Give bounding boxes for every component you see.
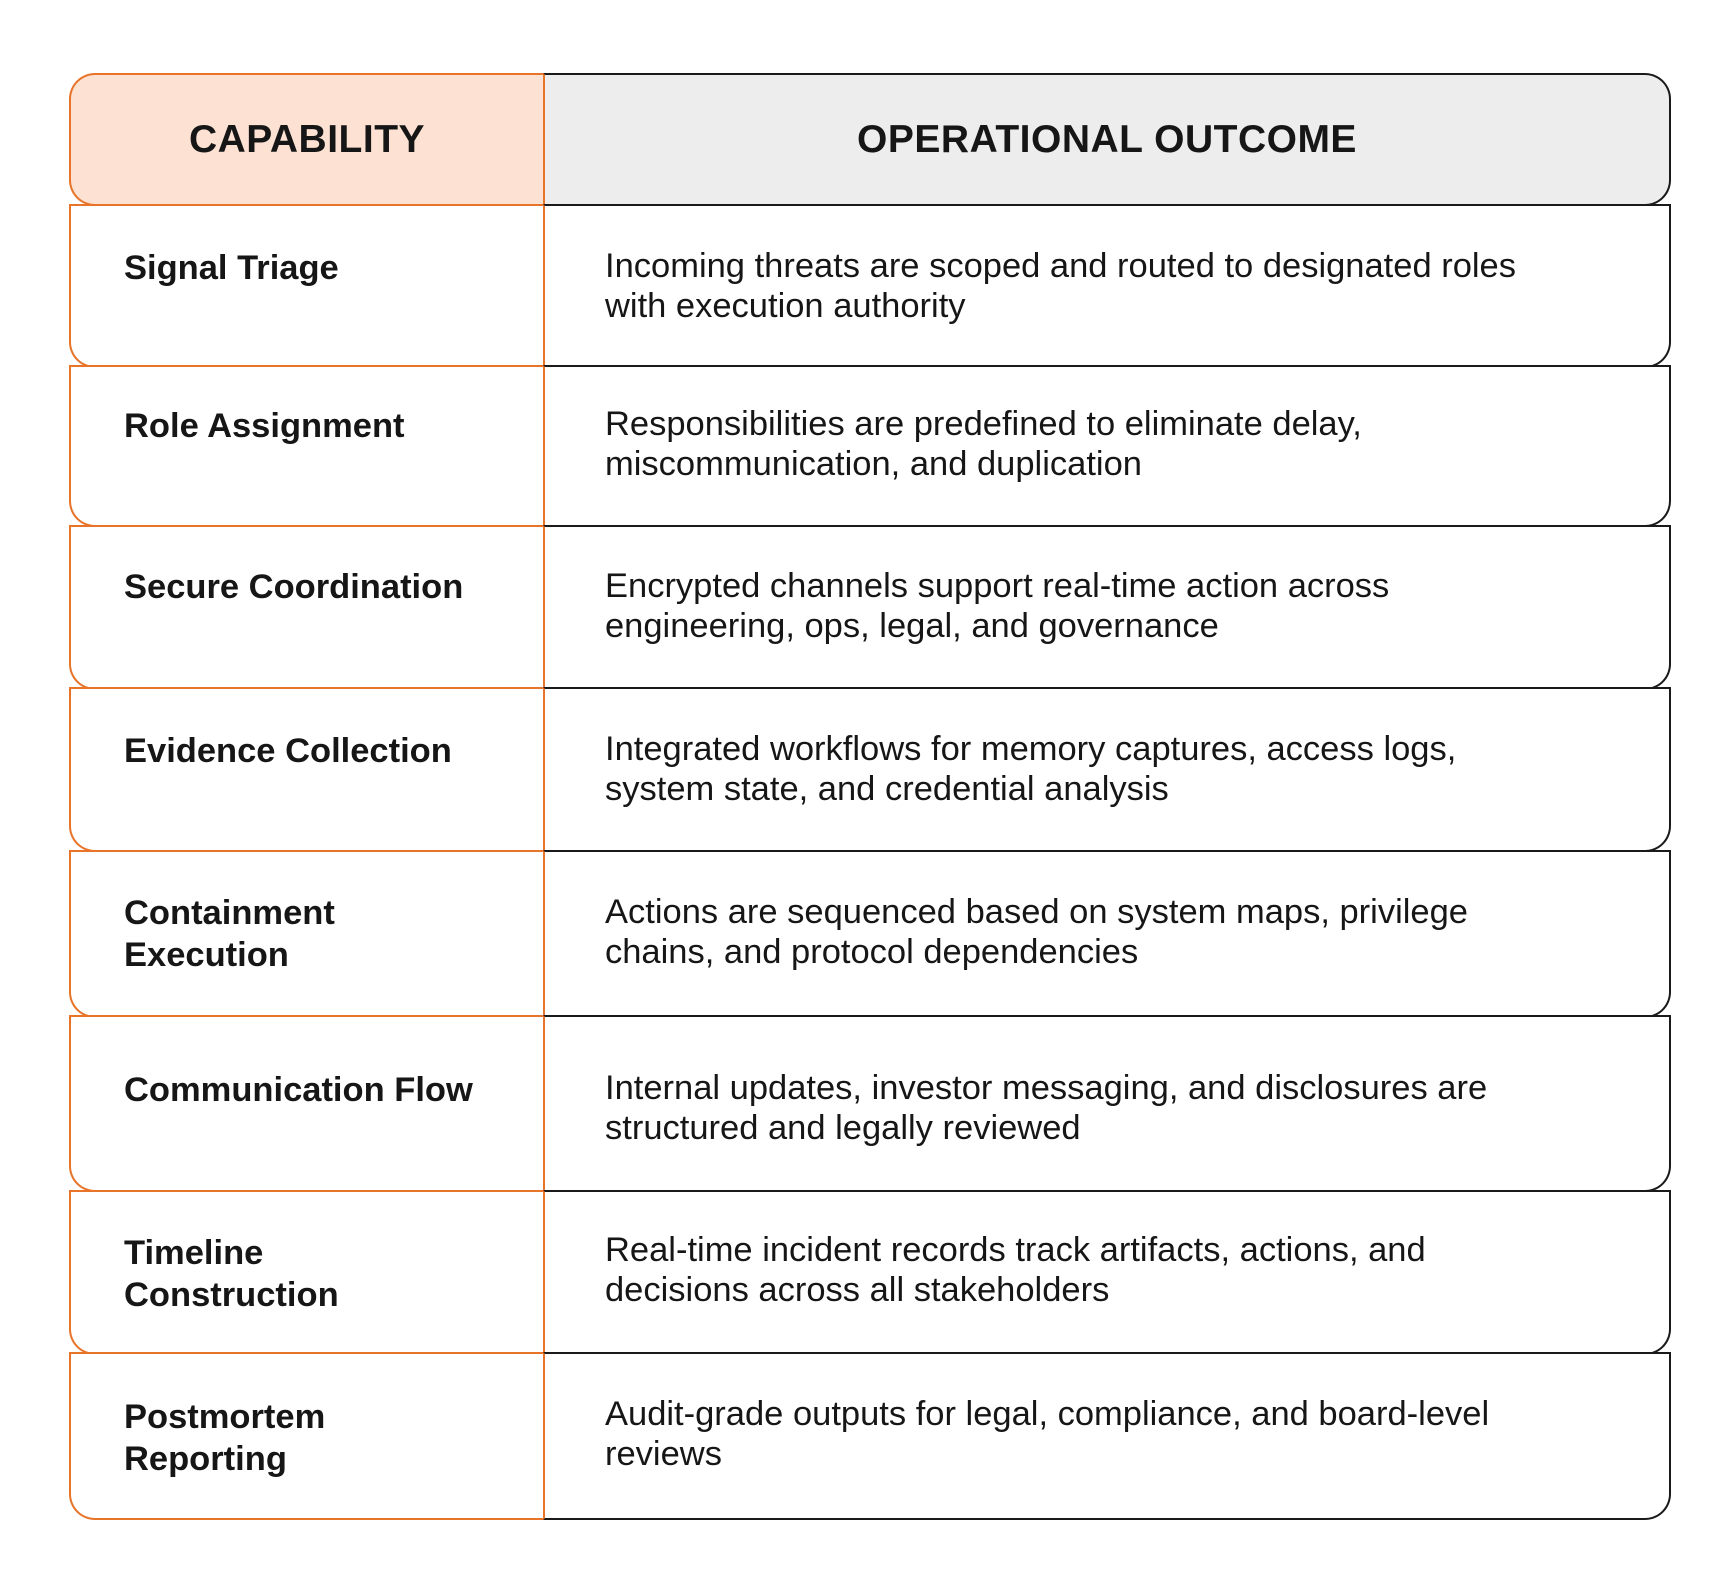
capability-cell xyxy=(69,365,543,527)
outcome-text: Encrypted channels support real-time action across engineering, ops, legal, and governance xyxy=(605,566,1390,645)
header-capability-cell xyxy=(69,73,543,206)
capability-label: Containment Execution xyxy=(124,893,335,974)
capability-label: Timeline Construction xyxy=(124,1233,339,1314)
outcome-cell xyxy=(543,1190,1671,1355)
outcome-text: Real-time incident records track artifacts, actions, and decisions across all stakeholders xyxy=(605,1230,1426,1309)
outcome-cell xyxy=(543,1352,1671,1520)
outcome-text: Responsibilities are predefined to eliminate delay, miscommunication, and duplication xyxy=(605,405,1362,483)
capability-label: Postmortem Reporting xyxy=(124,1398,326,1478)
capability-cell xyxy=(69,1015,543,1192)
table-row xyxy=(69,1190,1671,1355)
outcome-text: Internal updates, investor messaging, and disclosures are structured and legally reviewed xyxy=(605,1069,1488,1147)
table-row xyxy=(69,204,1671,368)
capability-cell xyxy=(69,687,543,852)
outcome-cell xyxy=(543,1015,1671,1192)
capability-label: Signal Triage xyxy=(124,248,339,287)
capability-cell xyxy=(69,1352,543,1520)
table-row xyxy=(69,687,1671,852)
table-row xyxy=(69,850,1671,1018)
outcome-cell xyxy=(543,850,1671,1018)
capability-label: Secure Coordination xyxy=(124,567,464,606)
outcome-text: Audit-grade outputs for legal, compliance, and board-level reviews xyxy=(605,1395,1490,1473)
table-row xyxy=(69,1352,1671,1520)
header-outcome-cell xyxy=(543,73,1671,206)
capability-cell xyxy=(69,204,543,368)
table-header-row xyxy=(69,73,1671,206)
outcome-text: Integrated workflows for memory captures, access logs, system state, and credential analysis xyxy=(605,730,1457,808)
outcome-cell xyxy=(543,525,1671,690)
capability-table xyxy=(69,73,1671,1520)
outcome-text: Actions are sequenced based on system maps, privilege chains, and protocol dependencies xyxy=(605,892,1468,971)
table-row xyxy=(69,1015,1671,1192)
outcome-cell xyxy=(543,687,1671,852)
table-row xyxy=(69,525,1671,690)
outcome-cell xyxy=(543,204,1671,368)
capability-label: Role Assignment xyxy=(124,407,405,445)
capability-cell xyxy=(69,850,543,1018)
capability-label: Communication Flow xyxy=(124,1071,473,1109)
header-outcome-label: OPERATIONAL OUTCOME xyxy=(857,117,1357,161)
capability-label: Evidence Collection xyxy=(124,732,452,770)
table-row xyxy=(69,365,1671,527)
capability-cell xyxy=(69,1190,543,1355)
capability-cell xyxy=(69,525,543,690)
outcome-text: Incoming threats are scoped and routed to designated roles with execution authority xyxy=(605,246,1516,325)
outcome-cell xyxy=(543,365,1671,527)
header-capability-label: CAPABILITY xyxy=(188,117,426,161)
